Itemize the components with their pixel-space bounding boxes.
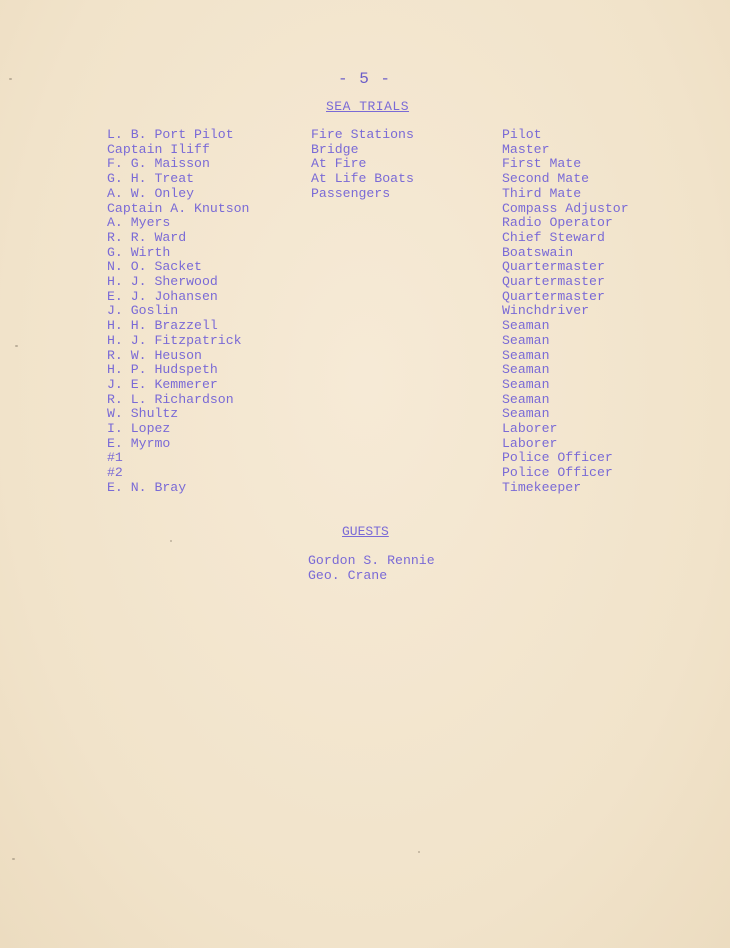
crew-name: W. Shultz [107, 406, 179, 422]
guest-name: Gordon S. Rennie [308, 553, 435, 568]
crew-role: Seaman [502, 391, 550, 407]
crew-name: A. W. Onley [107, 185, 195, 201]
paper-speck [170, 540, 172, 542]
crew-role: Third Mate [502, 185, 582, 201]
crew-role: First Mate [502, 156, 582, 172]
guests-title: GUESTS [342, 524, 389, 539]
roles-column [502, 128, 629, 496]
crew-name: E. N. Bray [107, 479, 187, 495]
crew-role: Police Officer [502, 465, 613, 481]
crew-name: R. W. Heuson [107, 347, 202, 363]
crew-name: H. P. Hudspeth [107, 362, 218, 378]
crew-name: H. J. Sherwood [107, 274, 218, 290]
paper-speck [12, 858, 15, 860]
crew-name: L. B. Port Pilot [107, 127, 234, 142]
fire-station-item: Passengers [311, 185, 391, 201]
crew-name: H. J. Fitzpatrick [107, 332, 242, 348]
fire-station-item: At Life Boats [311, 171, 414, 187]
crew-name: R. R. Ward [107, 229, 187, 245]
crew-role: Laborer [502, 421, 558, 437]
paper-speck [418, 851, 420, 853]
crew-role: Quartermaster [502, 259, 605, 275]
fire-station-item: At Fire [311, 156, 367, 172]
fire-station-item: Bridge [311, 141, 359, 157]
crew-name: Captain A. Knutson [107, 200, 250, 216]
crew-role: Chief Steward [502, 229, 605, 245]
paper-speck [9, 78, 12, 80]
crew-role: Quartermaster [502, 288, 605, 304]
guests-list [308, 553, 435, 583]
paper-speck [15, 345, 18, 347]
crew-name: G. H. Treat [107, 171, 195, 187]
crew-role: Seaman [502, 347, 550, 363]
crew-name: R. L. Richardson [107, 391, 234, 407]
crew-role: Quartermaster [502, 274, 605, 290]
crew-name: #2 [107, 465, 123, 481]
crew-role: Compass Adjustor [502, 200, 629, 216]
fire-station-item: Fire Stations [311, 127, 414, 142]
crew-name: G. Wirth [107, 244, 171, 260]
crew-name: E. Myrmo [107, 435, 171, 451]
crew-role: Winchdriver [502, 303, 590, 319]
crew-role: Boatswain [502, 244, 574, 260]
crew-name: F. G. Maisson [107, 156, 210, 172]
fire-stations-column [311, 128, 414, 202]
section-title: SEA TRIALS [326, 99, 410, 114]
crew-role: Seaman [502, 376, 550, 392]
crew-role: Police Officer [502, 450, 613, 466]
crew-name: #1 [107, 450, 123, 466]
crew-role: Timekeeper [502, 479, 582, 495]
crew-name: N. O. Sacket [107, 259, 202, 275]
guest-name: Geo. Crane [308, 568, 388, 583]
crew-role: Seaman [502, 332, 550, 348]
crew-name: J. Goslin [107, 303, 179, 319]
crew-name: A. Myers [107, 215, 171, 231]
crew-role: Seaman [502, 362, 550, 378]
crew-name: H. H. Brazzell [107, 318, 218, 334]
page-number: - 5 - [338, 70, 392, 88]
crew-name: E. J. Johansen [107, 288, 218, 304]
crew-role: Master [502, 141, 550, 157]
crew-role: Radio Operator [502, 215, 613, 231]
crew-role: Second Mate [502, 171, 590, 187]
crew-name: Captain Iliff [107, 141, 210, 157]
crew-role: Seaman [502, 318, 550, 334]
crew-name: I. Lopez [107, 421, 171, 437]
crew-role: Seaman [502, 406, 550, 422]
crew-name: J. E. Kemmerer [107, 376, 218, 392]
names-column [107, 128, 249, 496]
crew-role: Laborer [502, 435, 558, 451]
crew-role: Pilot [502, 127, 542, 142]
